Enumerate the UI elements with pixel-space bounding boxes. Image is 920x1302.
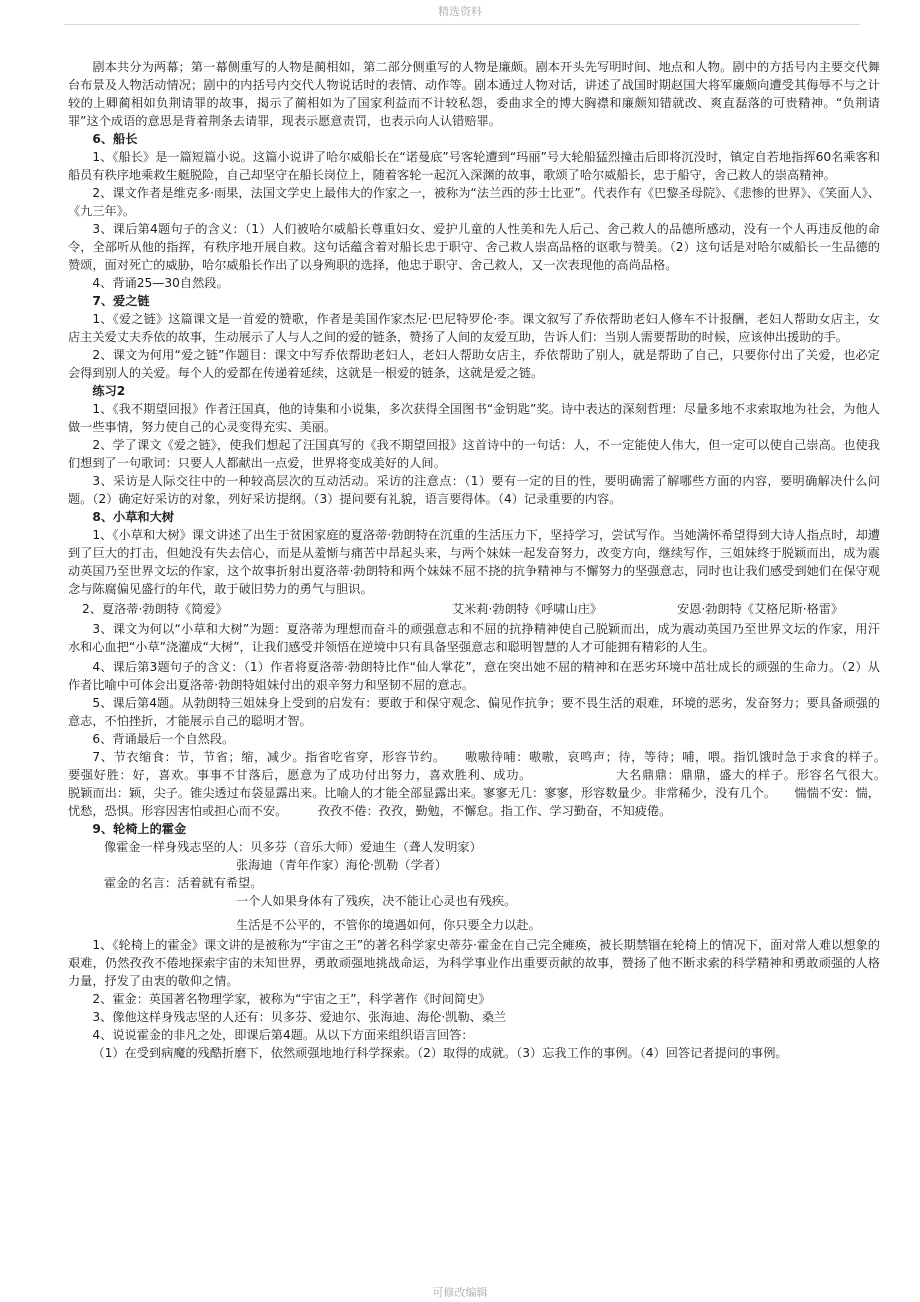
paragraph: 3、采访是人际交往中的一种较高层次的互动活动。采访的注意点：（1）要有一定的目的性，要明确需了解哪些方面的内容，要明确解决什么问题。（2）确定好采访的对象，列好采访提纲。（3）提问要有礼貌，语言要得体。（4）记录重要的内容。 [68,474,880,506]
section-heading-7: 7、爱之链 [92,294,150,308]
paragraph-play-summary: 剧本共分为两幕；第一幕侧重写的人物是蔺相如，第二部分侧重写的人物是廉颇。剧本开头先写明时间、地点和人物。剧中的方括号内主要交代舞台布景及人物活动情况；剧中的内括号内交代人物说话时的表情、动作等。剧本通过人物对话，讲述了战国时期赵国大将军廉颇向遭受其侮辱不与之计较的上卿蔺相如负荆请罪的故事，揭示了蔺相如为了国家利益而不计较私怨，委曲求全的博大胸襟和廉颇知错就改、爽直磊落的可贵精神。“负荆请罪”这个成语的意思是背着荆条去请罪，现表示愿意责罚，也表示向人认错赔罪。 [68,60,880,128]
document-body [68,58,917,1062]
paragraph: 2、课文作者是维克多·雨果，法国文学史上最伟大的作家之一，被称为“法兰西的莎士比亚”。代表作有《巴黎圣母院》、《悲惨的世界》、《笑面人》、《九三年》。 [68,186,880,218]
bronte-work-emily: 艾米莉·勃朗特《呼啸山庄》 [452,602,603,616]
paragraph: 6、背诵最后一个自然段。 [92,732,235,746]
section-heading-6: 6、船长 [92,132,138,146]
paragraph: 3、像他这样身残志坚的人还有：贝多芬、爱迪尔、张海迪、海伦·凯勒、桑兰 [92,1010,507,1024]
paragraph: 2、课文为何用“爱之链”作题目：课文中写乔依帮助老妇人，老妇人帮助女店主，乔依帮助了别人，就是帮助了自己，只要你付出了关爱，也必定会得到别人的关爱。每个人的爱都在传递着延续，这就是一根爱的链条，这就是爱之链。 [68,348,880,380]
bronte-works-row [68,600,880,618]
paragraph-idioms: 7、节衣缩食：节，节省；缩，减少。指省吃省穿，形容节约。 嗷嗷待哺：嗷嗷，哀鸣声；待，等待；哺，喂。指饥饿时急于求食的样子。 要强好胜：好，喜欢。事事不甘落后，愿意为了成功付出努力，喜欢胜利、成功。 大名鼎鼎：鼎鼎，盛大的样子。形容名气很大。 脱颖而出：颖，尖子。锥尖透过布袋显露出来。比喻人的才能全部显露出来。寥寥无几：寥寥，形容数量少。非常稀少，没有几个。 惴惴不安：惴，忧愁，恐惧。形容因害怕或担心而不安。 孜孜不倦：孜孜，勤勉，不懈怠。指工作、学习勤奋，不知疲倦。 [68,750,917,818]
paragraph: 2、霍金：英国著名物理学家，被称为“宇宙之王”，科学著作《时间简史》 [92,992,491,1006]
section-heading-practice-2: 练习2 [92,384,126,398]
paragraph: 1、《船长》是一篇短篇小说。这篇小说讲了哈尔威船长在“诺曼底”号客轮遭到“玛丽”号大轮船猛烈撞击后即将沉没时，镇定自若地指挥60名乘客和船员有秩序地乘救生艇脱险，自己却坚守在船长岗位上，随着客轮一起沉入深渊的故事，歌颂了哈尔威船长，忠于船守，舍己救人的崇高精神。 [68,150,880,182]
quote-line: 一个人如果身体有了残疾，决不能让心灵也有残疾。 [236,894,517,908]
paragraph: 3、课文为何以“小草和大树”为题：夏洛蒂为理想而奋斗的顽强意志和不屈的抗挣精神使自己脱颖而出，成为震动英国乃至世界文坛的作家，用汗水和心血把“小草”浇灌成“大树”，让我们感受并领悟在逆境中只有具备坚强意志和聪明智慧的人才可能拥有精彩的人生。 [68,622,880,654]
paragraph: （1）在受到病魔的残酷折磨下，依然顽强地地行科学探索。（2）取得的成就。（3）忘我工作的事例。（4）回答记者提问的事例。 [92,1046,788,1060]
paragraph: 1、《轮椅上的霍金》课文讲的是被称为“宇宙之王”的著名科学家史蒂芬·霍金在自己完全瘫痪，被长期禁锢在轮椅上的情况下，面对常人难以想象的艰难，仍然孜孜不倦地探索宇宙的未知世界，勇敢顽强地挑战命运，为科学事业作出重要贡献的故事，赞扬了他不断求索的科学精神和勇敢顽强的人格力量，抒发了由衷的敬仰之情。 [68,938,880,988]
bronte-work-anne: 安恩·勃朗特《艾格尼斯·格雷》 [677,602,844,616]
paragraph: 5、课后第4题。从勃朗特三姐妹身上受到的启发有：要敢于和保守观念、偏见作抗争；要不畏生活的艰难，环境的恶劣，发奋努力；要具备顽强的意志，不怕挫折，才能展示自己的聪明才智。 [68,696,880,728]
paragraph: 4、说说霍金的非凡之处，即课后第4题。从以下方面来组织语言回答： [92,1028,474,1042]
paragraph: 4、背诵25—30自然段。 [92,276,229,290]
line: 霍金的名言：活着就有希望。 [104,876,263,890]
section-heading-8: 8、小草和大树 [92,510,174,524]
bronte-work-charlotte: 2、夏洛蒂·勃朗特《简爱》 [82,602,228,616]
page-header: 精选资料 [438,5,482,18]
paragraph: 1、《小草和大树》课文讲述了出生于贫困家庭的夏洛蒂·勃朗特在沉重的生活压力下，坚持学习，尝试写作。当她满怀希望得到大诗人指点时，却遭到了巨大的打击，但她没有失去信心，而是从羞惭与痛苦中昂起头来，与两个妹妹一起发奋努力，改变方向，继续写作，三姐妹终于脱颖而出，成为震动英国乃至世界文坛的作家，这个故事折射出夏洛蒂·勃朗特和两个妹妹不屈不挠的抗争精神与不懈努力的坚强意志，同时也让我们感受到她们在保守观念与陈腐偏见盛行的年代，敢于破旧势力的勇气与胆识。 [68,528,880,596]
page-footer: 可修改编辑 [432,1286,488,1299]
line: 像霍金一样身残志坚的人：贝多芬（音乐大师）爱迪生（聋人发明家） [104,840,482,854]
line: 张海迪（青年作家）海伦·凯勒（学者） [236,858,448,872]
quote-line: 生活是不公平的，不管你的境遇如何，你只要全力以赴。 [236,918,541,932]
paragraph: 1、《爱之链》这篇课文是一首爱的赞歌，作者是美国作家杰尼·巴尼特罗伦·李。课文叙写了乔依帮助老妇人修车不计报酬，老妇人帮助女店主，女店主关爱丈夫乔依的故事，生动展示了人与人之间的爱的链条，赞扬了人间的友爱互助，告诉人们：当别人需要帮助的时候，应该伸出援助的手。 [68,312,880,344]
paragraph: 4、课后第3题句子的含义：（1）作者将夏洛蒂·勃朗特比作“仙人掌花”，意在突出她不屈的精神和在恶劣环境中茁壮成长的顽强的生命力。（2）从作者比喻中可体会出夏洛蒂·勃朗特姐妹付出的艰辛努力和坚韧不屈的意志。 [68,660,880,692]
section-heading-9: 9、轮椅上的霍金 [92,822,187,836]
paragraph: 2、学了课文《爱之链》，使我们想起了汪国真写的《我不期望回报》这首诗中的一句话：人，不一定能使人伟大，但一定可以使自己崇高。也使我们想到了一句歌词：只要人人都献出一点爱，世界将变成美好的人间。 [68,438,880,470]
header-rule [64,24,860,25]
paragraph: 1、《我不期望回报》作者汪国真，他的诗集和小说集，多次获得全国图书“金钥匙”奖。诗中表达的深刻哲理：尽量多地不求索取地为社会，为他人做一些事情，努力使自己的心灵变得充实、美丽。 [68,402,880,434]
paragraph: 3、课后第4题句子的含义：（1）人们被哈尔威船长尊重妇女、爱护儿童的人性美和先人后己、舍己救人的品德所感动，没有一个人再违反他的命令，全部听从他的指挥，有秩序地开展自救。这句话蕴含着对船长忠于职守、舍己救人崇高品格的讴歌与赞美。（2）这句话是对哈尔威船长一生品德的赞颂，面对死亡的威胁，哈尔威船长作出了以身殉职的选择，他忠于职守、舍己救人，又一次表现他的高尚品格。 [68,222,880,272]
